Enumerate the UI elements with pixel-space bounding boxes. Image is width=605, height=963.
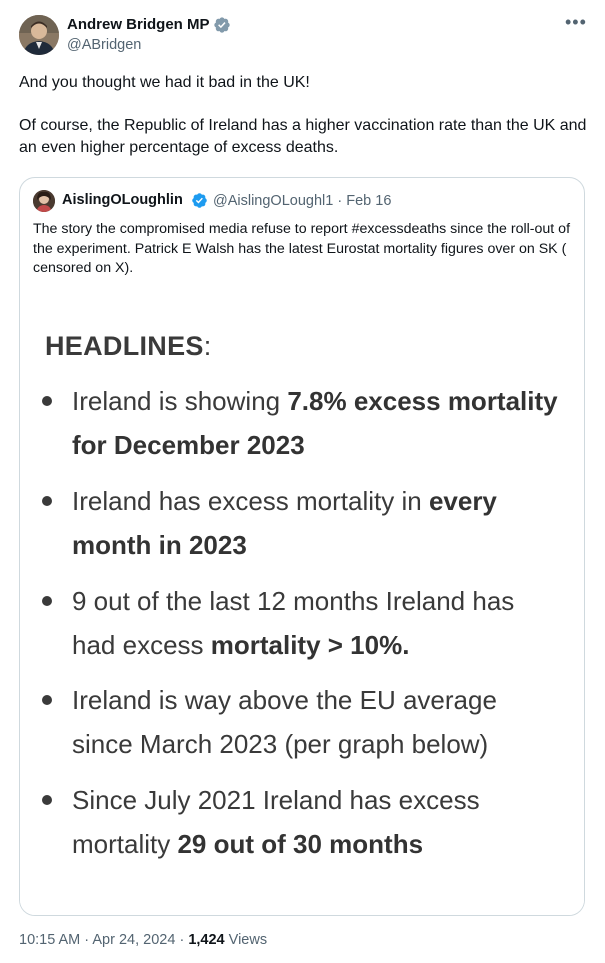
headline-bullet: Ireland is way above the EU average since March 2023 (per graph below): [72, 678, 562, 766]
headline-bullet: Ireland is showing 7.8% excess mortality for December 2023: [72, 379, 562, 467]
more-options-icon[interactable]: •••: [565, 12, 587, 32]
tweet-paragraph: And you thought we had it bad in the UK!: [19, 74, 310, 91]
author-avatar[interactable]: [19, 15, 59, 55]
bullet-dot: [42, 396, 52, 406]
bullet-dot: [42, 695, 52, 705]
author-name[interactable]: Andrew Bridgen MP: [67, 16, 210, 33]
timestamp-link[interactable]: 10:15 AM · Apr 24, 2024: [19, 932, 176, 948]
verified-badge-icon: [213, 16, 231, 34]
tweet-text: [19, 72, 589, 158]
quoted-tweet[interactable]: [19, 177, 585, 916]
headline-bullet: Since July 2021 Ireland has excess mortality 29 out of 30 months: [72, 778, 562, 866]
bullet-dot: [42, 596, 52, 606]
separator: ·: [179, 932, 185, 948]
views-label: Views: [228, 932, 268, 948]
quoted-image-headlines[interactable]: [20, 291, 584, 915]
verified-badge-icon: [191, 192, 208, 209]
quoted-author-name[interactable]: AislingOLoughlin: [62, 192, 183, 208]
headline-bullet: 9 out of the last 12 months Ireland has had excess mortality > 10%.: [72, 579, 562, 667]
quoted-author-handle[interactable]: @AislingOLoughl1: [213, 193, 334, 209]
author-handle[interactable]: @ABridgen: [67, 37, 142, 53]
quoted-author-avatar[interactable]: [33, 190, 55, 212]
views-count: 1,424: [188, 932, 225, 948]
separator: ·: [337, 193, 343, 209]
headlines-title: HEADLINES:: [45, 331, 212, 361]
tweet-paragraph: Of course, the Republic of Ireland has a higher vaccination rate than the UK and an even higher percentage of excess deaths.: [19, 117, 587, 156]
quoted-meta: [213, 193, 391, 209]
headline-bullet: Ireland has excess mortality in every month in 2023: [72, 479, 562, 567]
tweet-footer: [19, 932, 267, 948]
bullet-dot: [42, 496, 52, 506]
quoted-date[interactable]: Feb 16: [346, 193, 392, 209]
quoted-text: The story the compromised media refuse to report #excessdeaths since the roll-out of the experiment. Patrick E Walsh has the latest Eurostat mortality figures over on SK ( censored on X).: [33, 221, 571, 276]
bullet-dot: [42, 795, 52, 805]
